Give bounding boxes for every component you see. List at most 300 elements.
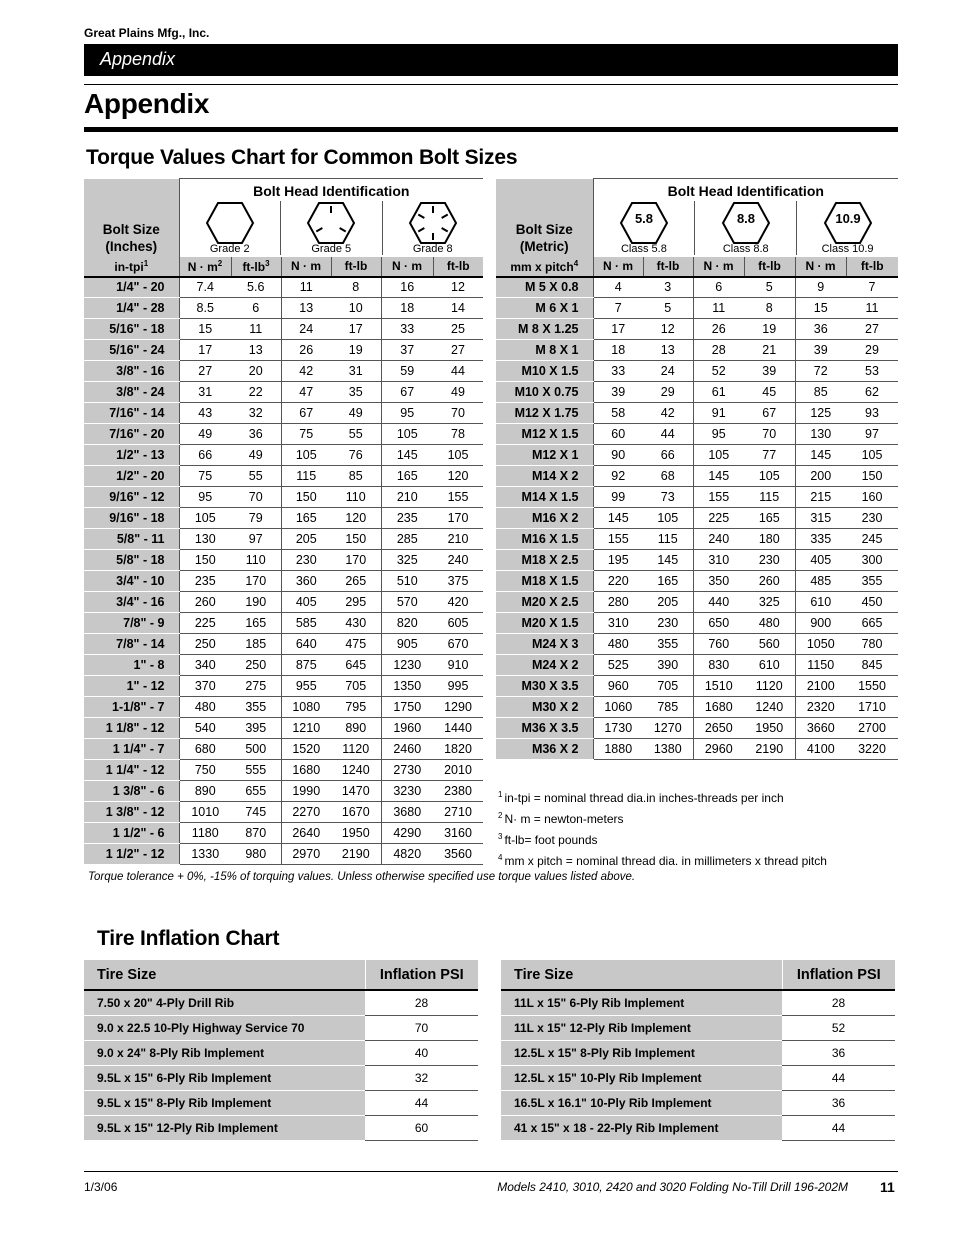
torque-value-cell: 360 xyxy=(281,571,331,592)
torque-value-cell: 4100 xyxy=(795,739,846,760)
torque-value-cell: 49 xyxy=(231,445,281,466)
bolt-size-cell: 1" - 8 xyxy=(84,655,179,676)
torque-value-cell: 145 xyxy=(593,508,643,529)
torque-value-cell: 25 xyxy=(433,319,483,340)
torque-row xyxy=(84,361,483,382)
torque-value-cell: 905 xyxy=(381,634,433,655)
torque-row xyxy=(496,676,898,697)
torque-table-metric xyxy=(496,178,898,760)
torque-value-cell: 585 xyxy=(281,613,331,634)
torque-value-cell: 1440 xyxy=(433,718,483,739)
tire-size-cell: 11L x 15" 6-Ply Rib Implement xyxy=(501,990,782,1015)
grade-label: Grade 5 xyxy=(311,243,352,255)
torque-value-cell: 16 xyxy=(381,277,433,298)
bolt-size-cell: 7/8" - 9 xyxy=(84,613,179,634)
torque-value-cell: 1950 xyxy=(744,718,795,739)
torque-value-cell: 18 xyxy=(381,298,433,319)
torque-value-cell: 540 xyxy=(179,718,231,739)
torque-value-cell: 24 xyxy=(281,319,331,340)
torque-value-cell: 310 xyxy=(693,550,744,571)
footnote-number: 1 xyxy=(498,790,503,799)
tire-row xyxy=(501,990,895,1015)
torque-value-cell: 17 xyxy=(179,340,231,361)
torque-value-cell: 95 xyxy=(693,424,744,445)
torque-value-cell: 9 xyxy=(795,277,846,298)
torque-value-cell: 650 xyxy=(693,613,744,634)
torque-value-cell: 155 xyxy=(593,529,643,550)
torque-value-cell: 4820 xyxy=(381,844,433,865)
bolt-size-label: Bolt Size xyxy=(102,221,160,237)
torque-value-cell: 195 xyxy=(593,550,643,571)
torque-row xyxy=(84,466,483,487)
torque-row xyxy=(496,340,898,361)
torque-value-cell: 79 xyxy=(231,508,281,529)
torque-value-cell: 2960 xyxy=(693,739,744,760)
bolt-size-cell: 1/2" - 13 xyxy=(84,445,179,466)
col-header-ftlb: ft-lb xyxy=(643,257,693,277)
torque-value-cell: 170 xyxy=(331,550,381,571)
torque-value-cell: 6 xyxy=(693,277,744,298)
torque-row xyxy=(84,739,483,760)
torque-value-cell: 570 xyxy=(381,592,433,613)
col-header-nm: N · m xyxy=(381,257,433,277)
torque-value-cell: 130 xyxy=(179,529,231,550)
torque-value-cell: 42 xyxy=(643,403,693,424)
inflation-psi-cell: 44 xyxy=(782,1115,895,1140)
torque-value-cell: 76 xyxy=(331,445,381,466)
torque-value-cell: 33 xyxy=(381,319,433,340)
torque-value-cell: 350 xyxy=(693,571,744,592)
torque-value-cell: 210 xyxy=(381,487,433,508)
torque-value-cell: 13 xyxy=(231,340,281,361)
torque-value-cell: 52 xyxy=(693,361,744,382)
torque-row xyxy=(84,319,483,340)
inflation-psi-cell: 44 xyxy=(365,1090,478,1115)
grade-8-cell xyxy=(382,201,484,255)
torque-value-cell: 21 xyxy=(744,340,795,361)
col-header-ftlb: ft-lb xyxy=(331,257,381,277)
torque-value-cell: 19 xyxy=(331,340,381,361)
torque-value-cell: 555 xyxy=(231,760,281,781)
tire-row xyxy=(501,1115,895,1140)
torque-value-cell: 36 xyxy=(231,424,281,445)
footnote xyxy=(498,805,827,826)
bolt-size-cell: M18 X 1.5 xyxy=(496,571,593,592)
inflation-psi-cell: 36 xyxy=(782,1090,895,1115)
torque-value-cell: 325 xyxy=(381,550,433,571)
torque-value-cell: 480 xyxy=(593,634,643,655)
torque-value-cell: 780 xyxy=(846,634,898,655)
torque-value-cell: 500 xyxy=(231,739,281,760)
torque-value-cell: 510 xyxy=(381,571,433,592)
torque-value-cell: 680 xyxy=(179,739,231,760)
torque-value-cell: 15 xyxy=(795,298,846,319)
torque-value-cell: 95 xyxy=(381,403,433,424)
torque-row xyxy=(496,277,898,298)
bolt-size-cell: M14 X 2 xyxy=(496,466,593,487)
footnote xyxy=(498,784,827,805)
inflation-psi-cell: 70 xyxy=(365,1015,478,1040)
torque-value-cell: 610 xyxy=(795,592,846,613)
torque-value-cell: 11 xyxy=(693,298,744,319)
torque-value-cell: 830 xyxy=(693,655,744,676)
torque-value-cell: 3660 xyxy=(795,718,846,739)
torque-value-cell: 670 xyxy=(433,634,483,655)
torque-value-cell: 980 xyxy=(231,844,281,865)
bolt-size-cell: 9/16" - 18 xyxy=(84,508,179,529)
torque-row xyxy=(496,424,898,445)
torque-value-cell: 370 xyxy=(179,676,231,697)
torque-value-cell: 1050 xyxy=(795,634,846,655)
tire-row xyxy=(84,1015,478,1040)
torque-value-cell: 265 xyxy=(331,571,381,592)
torque-row xyxy=(84,613,483,634)
bolt-size-cell: M30 X 3.5 xyxy=(496,676,593,697)
bolt-size-header xyxy=(496,179,593,257)
torque-value-cell: 245 xyxy=(846,529,898,550)
bolt-head-id-title: Bolt Head Identification xyxy=(253,183,410,199)
torque-row xyxy=(496,319,898,340)
torque-row xyxy=(84,592,483,613)
bolt-size-cell: 7/8" - 14 xyxy=(84,634,179,655)
torque-value-cell: 17 xyxy=(331,319,381,340)
torque-value-cell: 610 xyxy=(744,655,795,676)
torque-value-cell: 115 xyxy=(643,529,693,550)
torque-value-cell: 70 xyxy=(744,424,795,445)
torque-value-cell: 85 xyxy=(331,466,381,487)
torque-value-cell: 1680 xyxy=(281,760,331,781)
torque-value-cell: 1380 xyxy=(643,739,693,760)
torque-value-cell: 2710 xyxy=(433,802,483,823)
inflation-psi-cell: 32 xyxy=(365,1065,478,1090)
torque-row xyxy=(84,424,483,445)
section-label: Appendix xyxy=(100,49,176,69)
torque-value-cell: 230 xyxy=(643,613,693,634)
torque-row xyxy=(496,634,898,655)
torque-value-cell: 430 xyxy=(331,613,381,634)
torque-value-cell: 1710 xyxy=(846,697,898,718)
torque-row xyxy=(84,529,483,550)
torque-row xyxy=(84,781,483,802)
torque-value-cell: 72 xyxy=(795,361,846,382)
torque-value-cell: 705 xyxy=(643,676,693,697)
torque-value-cell: 910 xyxy=(433,655,483,676)
torque-value-cell: 480 xyxy=(744,613,795,634)
torque-value-cell: 1880 xyxy=(593,739,643,760)
torque-row xyxy=(496,613,898,634)
tire-chart-title: Tire Inflation Chart xyxy=(97,927,280,950)
bolt-size-cell: M12 X 1.75 xyxy=(496,403,593,424)
torque-value-cell: 115 xyxy=(744,487,795,508)
torque-chart-title: Torque Values Chart for Common Bolt Sizes xyxy=(86,146,518,169)
torque-row xyxy=(84,298,483,319)
torque-row xyxy=(496,298,898,319)
bolt-size-unit: (Metric) xyxy=(519,238,569,254)
torque-value-cell: 70 xyxy=(231,487,281,508)
torque-value-cell: 955 xyxy=(281,676,331,697)
torque-value-cell: 145 xyxy=(795,445,846,466)
torque-value-cell: 1350 xyxy=(381,676,433,697)
torque-value-cell: 105 xyxy=(693,445,744,466)
torque-value-cell: 250 xyxy=(231,655,281,676)
torque-value-cell: 99 xyxy=(593,487,643,508)
footnote-number: 2 xyxy=(498,811,503,820)
bolt-size-cell: 3/4" - 10 xyxy=(84,571,179,592)
torque-value-cell: 170 xyxy=(231,571,281,592)
torque-row xyxy=(496,361,898,382)
torque-value-cell: 53 xyxy=(846,361,898,382)
torque-value-cell: 13 xyxy=(281,298,331,319)
torque-row xyxy=(84,487,483,508)
torque-row xyxy=(84,508,483,529)
col-header-tire-size: Tire Size xyxy=(501,960,782,990)
torque-value-cell: 32 xyxy=(231,403,281,424)
col-header-size: mm x pitch$^4$ xyxy=(496,257,593,277)
bolt-size-cell: M10 X 0.75 xyxy=(496,382,593,403)
torque-value-cell: 1230 xyxy=(381,655,433,676)
torque-value-cell: 220 xyxy=(593,571,643,592)
torque-value-cell: 890 xyxy=(331,718,381,739)
torque-value-cell: 3560 xyxy=(433,844,483,865)
bolt-size-cell: M16 X 1.5 xyxy=(496,529,593,550)
footnotes xyxy=(498,784,827,868)
torque-value-cell: 2190 xyxy=(331,844,381,865)
torque-value-cell: 645 xyxy=(331,655,381,676)
torque-value-cell: 420 xyxy=(433,592,483,613)
torque-value-cell: 35 xyxy=(331,382,381,403)
torque-value-cell: 77 xyxy=(744,445,795,466)
torque-value-cell: 42 xyxy=(281,361,331,382)
torque-value-cell: 97 xyxy=(231,529,281,550)
torque-value-cell: 1240 xyxy=(744,697,795,718)
torque-value-cell: 27 xyxy=(846,319,898,340)
torque-value-cell: 1240 xyxy=(331,760,381,781)
torque-value-cell: 11 xyxy=(231,319,281,340)
torque-row xyxy=(84,550,483,571)
class-badge-text: 8.8 xyxy=(736,211,755,226)
bolt-size-cell: 1 1/4" - 12 xyxy=(84,760,179,781)
torque-value-cell: 280 xyxy=(593,592,643,613)
torque-value-cell: 995 xyxy=(433,676,483,697)
torque-value-cell: 95 xyxy=(179,487,231,508)
torque-value-cell: 31 xyxy=(331,361,381,382)
torque-value-cell: 165 xyxy=(381,466,433,487)
bolt-size-cell: 7/16" - 20 xyxy=(84,424,179,445)
torque-row xyxy=(84,277,483,298)
torque-value-cell: 230 xyxy=(281,550,331,571)
torque-value-cell: 110 xyxy=(331,487,381,508)
torque-value-cell: 405 xyxy=(281,592,331,613)
torque-row xyxy=(84,634,483,655)
torque-value-cell: 2700 xyxy=(846,718,898,739)
torque-value-cell: 275 xyxy=(231,676,281,697)
torque-tolerance-note: Torque tolerance + 0%, -15% of torquing values. Unless otherwise specified use torque values listed above. xyxy=(88,871,636,883)
torque-value-cell: 66 xyxy=(179,445,231,466)
class-label: Class 5.8 xyxy=(620,243,667,255)
bolt-size-cell: 1 3/8" - 12 xyxy=(84,802,179,823)
torque-value-cell: 110 xyxy=(231,550,281,571)
footnote xyxy=(498,826,827,847)
bolt-size-cell: 7/16" - 14 xyxy=(84,403,179,424)
torque-value-cell: 97 xyxy=(846,424,898,445)
torque-value-cell: 85 xyxy=(795,382,846,403)
tire-row xyxy=(501,1040,895,1065)
grade-5-cell xyxy=(280,201,382,255)
torque-value-cell: 105 xyxy=(643,508,693,529)
bolt-size-cell: M14 X 1.5 xyxy=(496,487,593,508)
bolt-size-cell: 3/8" - 24 xyxy=(84,382,179,403)
col-header-size: in-tpi$^1$ xyxy=(84,257,179,277)
bolt-head-identification xyxy=(593,179,898,257)
inflation-psi-cell: 60 xyxy=(365,1115,478,1140)
bolt-size-header xyxy=(84,179,179,257)
torque-value-cell: 355 xyxy=(231,697,281,718)
torque-value-cell: 165 xyxy=(643,571,693,592)
torque-value-cell: 10 xyxy=(331,298,381,319)
torque-value-cell: 260 xyxy=(179,592,231,613)
torque-value-cell: 7 xyxy=(846,277,898,298)
torque-value-cell: 2640 xyxy=(281,823,331,844)
torque-value-cell: 795 xyxy=(331,697,381,718)
torque-value-cell: 145 xyxy=(693,466,744,487)
torque-value-cell: 2650 xyxy=(693,718,744,739)
torque-value-cell: 605 xyxy=(433,613,483,634)
bolt-size-cell: 9/16" - 12 xyxy=(84,487,179,508)
tire-row xyxy=(501,1090,895,1115)
torque-value-cell: 27 xyxy=(433,340,483,361)
torque-value-cell: 5 xyxy=(744,277,795,298)
bolt-size-cell: M12 X 1.5 xyxy=(496,424,593,445)
torque-value-cell: 340 xyxy=(179,655,231,676)
page-title: Appendix xyxy=(84,88,210,119)
torque-value-cell: 375 xyxy=(433,571,483,592)
torque-value-cell: 8 xyxy=(331,277,381,298)
torque-value-cell: 92 xyxy=(593,466,643,487)
class-cell xyxy=(694,201,796,255)
torque-value-cell: 450 xyxy=(846,592,898,613)
torque-value-cell: 5.6 xyxy=(231,277,281,298)
bolt-size-cell: M 5 X 0.8 xyxy=(496,277,593,298)
torque-value-cell: 225 xyxy=(693,508,744,529)
bolt-size-cell: M18 X 2.5 xyxy=(496,550,593,571)
col-header-ftlb: ft-lb xyxy=(433,257,483,277)
bolt-size-cell: M20 X 2.5 xyxy=(496,592,593,613)
footnote-text: in-tpi = nominal thread dia.in inches-threads per inch xyxy=(504,791,784,805)
tire-row xyxy=(501,1015,895,1040)
col-header-nm: N · m xyxy=(593,257,643,277)
hex-bolt-head-icon xyxy=(408,201,458,245)
col-header-inflation-psi: Inflation PSI xyxy=(365,960,478,990)
torque-value-cell: 120 xyxy=(331,508,381,529)
bolt-size-cell: M10 X 1.5 xyxy=(496,361,593,382)
class-cell xyxy=(796,201,898,255)
footnote-number: 3 xyxy=(498,832,503,841)
torque-value-cell: 210 xyxy=(433,529,483,550)
torque-value-cell: 4 xyxy=(593,277,643,298)
torque-value-cell: 3220 xyxy=(846,739,898,760)
torque-value-cell: 22 xyxy=(231,382,281,403)
torque-value-cell: 7.4 xyxy=(179,277,231,298)
hex-bolt-head-icon xyxy=(205,201,255,245)
torque-row xyxy=(84,655,483,676)
torque-value-cell: 900 xyxy=(795,613,846,634)
torque-value-cell: 1180 xyxy=(179,823,231,844)
torque-row xyxy=(496,529,898,550)
torque-value-cell: 355 xyxy=(846,571,898,592)
bolt-size-cell: 1" - 12 xyxy=(84,676,179,697)
torque-value-cell: 1010 xyxy=(179,802,231,823)
torque-value-cell: 1820 xyxy=(433,739,483,760)
torque-value-cell: 70 xyxy=(433,403,483,424)
bolt-size-label: Bolt Size xyxy=(515,221,573,237)
torque-value-cell: 355 xyxy=(643,634,693,655)
torque-value-cell: 525 xyxy=(593,655,643,676)
torque-value-cell: 2730 xyxy=(381,760,433,781)
tire-row xyxy=(501,1065,895,1090)
torque-row xyxy=(496,718,898,739)
bolt-size-cell: 1 1/8" - 12 xyxy=(84,718,179,739)
tire-row xyxy=(84,1090,478,1115)
torque-value-cell: 3 xyxy=(643,277,693,298)
torque-row xyxy=(496,592,898,613)
tire-size-cell: 12.5L x 15" 8-Ply Rib Implement xyxy=(501,1040,782,1065)
torque-value-cell: 1510 xyxy=(693,676,744,697)
tire-size-cell: 41 x 15" x 18 - 22-Ply Rib Implement xyxy=(501,1115,782,1140)
bolt-size-cell: M16 X 2 xyxy=(496,508,593,529)
torque-value-cell: 17 xyxy=(593,319,643,340)
col-header-nm: N · m xyxy=(281,257,331,277)
tire-row xyxy=(84,990,478,1015)
torque-value-cell: 150 xyxy=(331,529,381,550)
torque-value-cell: 2320 xyxy=(795,697,846,718)
col-header-tire-size: Tire Size xyxy=(84,960,365,990)
torque-value-cell: 1060 xyxy=(593,697,643,718)
tire-table-left xyxy=(84,960,478,1141)
torque-value-cell: 295 xyxy=(331,592,381,613)
torque-value-cell: 1270 xyxy=(643,718,693,739)
torque-row xyxy=(84,571,483,592)
col-header-ftlb: ft-lb xyxy=(744,257,795,277)
torque-value-cell: 91 xyxy=(693,403,744,424)
torque-row xyxy=(496,445,898,466)
torque-value-cell: 120 xyxy=(433,466,483,487)
torque-value-cell: 485 xyxy=(795,571,846,592)
inflation-psi-cell: 52 xyxy=(782,1015,895,1040)
torque-value-cell: 5 xyxy=(643,298,693,319)
bolt-size-cell: 5/8" - 11 xyxy=(84,529,179,550)
bolt-head-identification xyxy=(179,179,483,257)
torque-value-cell: 1750 xyxy=(381,697,433,718)
hex-bolt-head-icon xyxy=(619,201,669,245)
torque-value-cell: 105 xyxy=(744,466,795,487)
torque-value-cell: 705 xyxy=(331,676,381,697)
torque-value-cell: 2100 xyxy=(795,676,846,697)
bolt-size-cell: 5/16" - 24 xyxy=(84,340,179,361)
torque-value-cell: 890 xyxy=(179,781,231,802)
torque-value-cell: 150 xyxy=(846,466,898,487)
grade-2-cell xyxy=(180,201,281,255)
torque-value-cell: 155 xyxy=(693,487,744,508)
page-number: 11 xyxy=(880,1179,895,1195)
torque-value-cell: 26 xyxy=(693,319,744,340)
torque-value-cell: 1080 xyxy=(281,697,331,718)
torque-value-cell: 235 xyxy=(179,571,231,592)
torque-row xyxy=(84,382,483,403)
torque-value-cell: 1520 xyxy=(281,739,331,760)
torque-value-cell: 2970 xyxy=(281,844,331,865)
torque-value-cell: 45 xyxy=(744,382,795,403)
torque-value-cell: 44 xyxy=(643,424,693,445)
